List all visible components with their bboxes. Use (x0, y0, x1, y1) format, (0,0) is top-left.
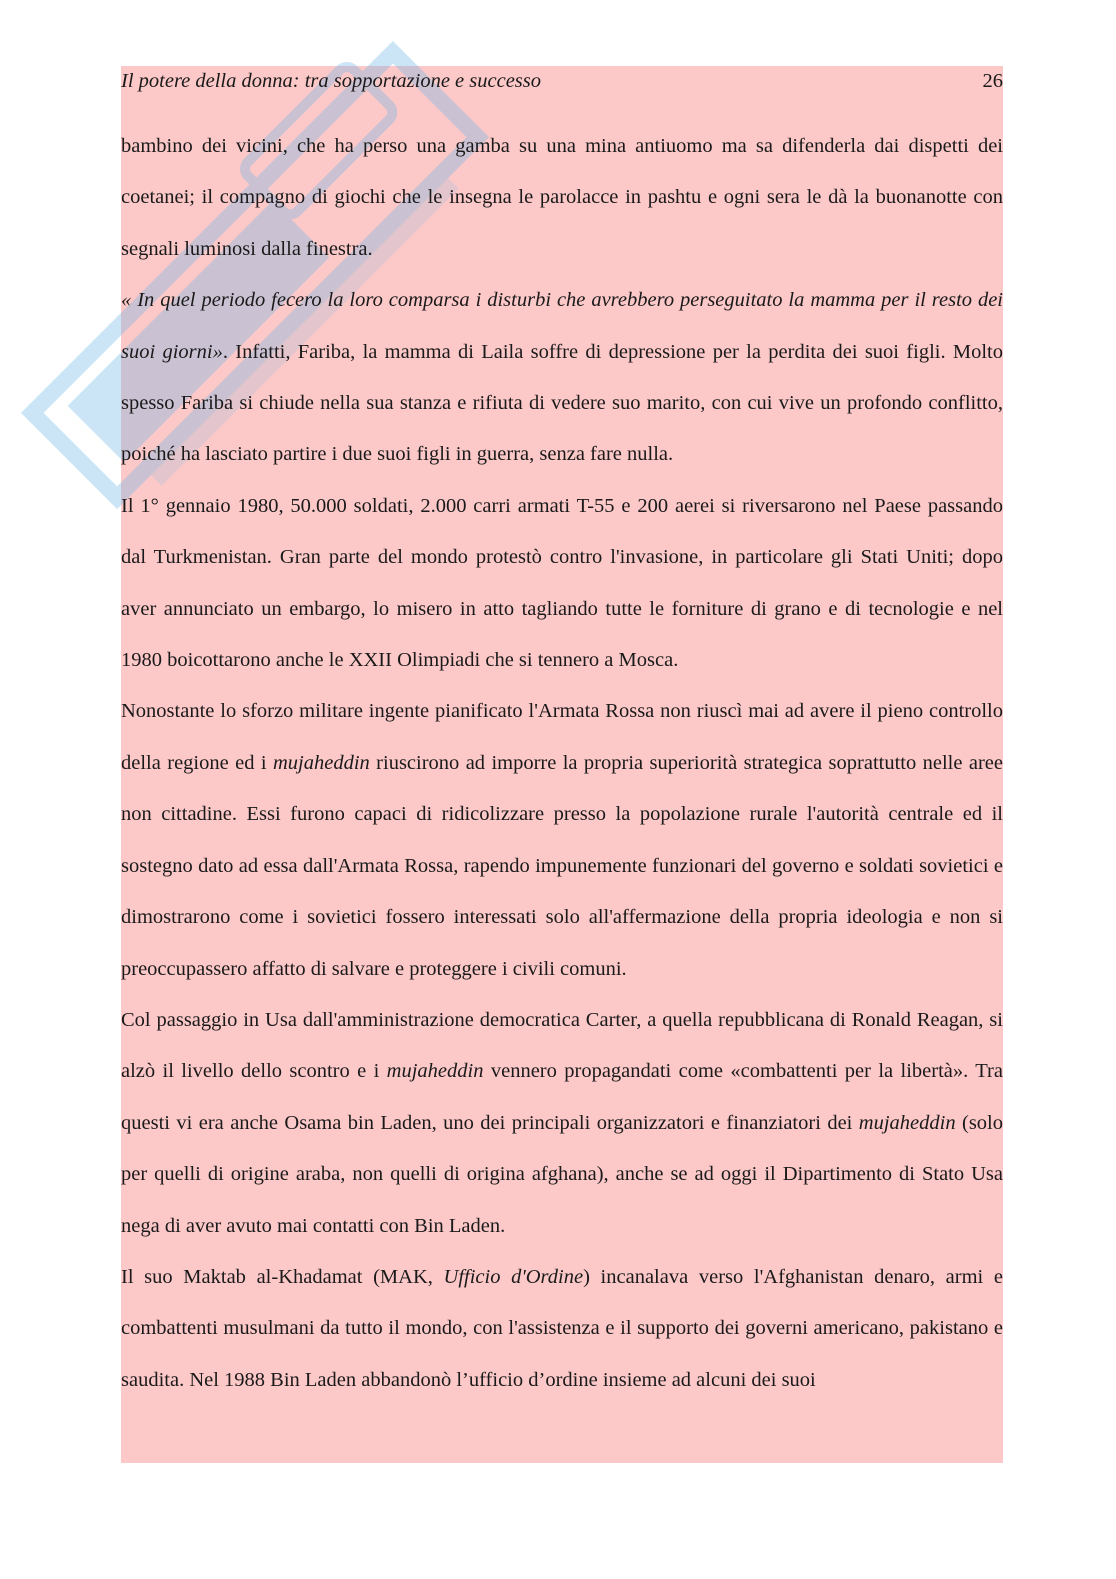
paragraph-4 (121, 686, 1003, 994)
paragraph-1 (121, 121, 1003, 275)
page-number: 26 (982, 70, 1003, 92)
paragraph-3 (121, 481, 1003, 687)
paragraph-1-text: bambino dei vicini, che ha perso una gamba su una mina antiuomo ma sa difenderla dai dispetti dei coetanei; il compagno di giochi che le insegna le parolacce in pashtu e ogni sera le dà la buonanotte con segnali luminosi dalla finestra. (121, 135, 1003, 260)
running-header-title: Il potere della donna: tra sopportazione e successo (121, 70, 541, 92)
quotation: « In quel periodo fecero la loro comparsa i disturbi che avrebbero perseguitato la mamma per il resto dei suoi giorni» (121, 289, 1003, 363)
italic-term: mujaheddin (386, 1060, 484, 1083)
paragraph-6-text-a: Il suo Maktab al-Khadamat (MAK, (121, 1265, 444, 1288)
paragraph-6-text-b: ) incanalava verso l'Afghanistan denaro, armi e combattenti musulmani da tutto il mondo, con l'assistenza e il supporto dei governi americano, pakistano e saudita. Nel 1988 Bin Laden abbandonò l’ufficio d’ordine insieme ad alcuni dei suoi (121, 1265, 1003, 1391)
paragraph-5-text-b: vennero propagandati come «combattenti per la libertà». Tra questi vi era anche Osama bin Laden, uno dei principali organizzatori e finanziatori dei (121, 1060, 1003, 1134)
italic-term: mujaheddin (858, 1111, 956, 1134)
italic-term: Ufficio d'Ordine (443, 1265, 584, 1288)
paragraph-5 (121, 995, 1003, 1252)
paragraph-5-text-c: (solo per quelli di origine araba, non quelli di origina afghana), anche se ad oggi il Dipartimento di Stato Usa nega di aver avuto mai contatti con Bin Laden. (121, 1111, 1003, 1237)
page-header (121, 66, 1003, 96)
paragraph-3-text: Il 1° gennaio 1980, 50.000 soldati, 2.000 carri armati T-55 e 200 aerei si riversarono nel Paese passando dal Turkmenistan. Gran parte del mondo protestò contro l'invasione, in particolare gli Stati Uniti; dopo aver annunciato un embargo, lo misero in atto tagliando tutte le forniture di grano e di tecnologie e nel 1980 boicottarono anche le XXII Olimpiadi che si tennero a Mosca. (121, 494, 1003, 672)
paragraph-6 (121, 1252, 1003, 1406)
italic-term: mujaheddin (272, 751, 370, 774)
paragraph-5-text-a: Col passaggio in Usa dall'amministrazione democratica Carter, a quella repubblicana di Ronald Reagan, si alzò il livello dello scontro e i (121, 1008, 1003, 1083)
paragraph-4-text-a: Nonostante lo sforzo militare ingente pianificato l'Armata Rossa non riuscì mai ad avere il pieno controllo della regione ed i (121, 700, 1003, 774)
paragraph-2-text: . Infatti, Fariba, la mamma di Laila soffre di depressione per la perdita dei suoi figli. Molto spesso Fariba si chiude nella sua stanza e rifiuta di vedere suo marito, con cui vive un profondo conflitto, poiché ha lasciato partire i due suoi figli in guerra, senza fare nulla. (121, 340, 1003, 466)
body-text (121, 121, 1003, 1406)
paragraph-2 (121, 275, 1003, 481)
paragraph-4-text-b: riuscirono ad imporre la propria superiorità strategica soprattutto nelle aree non cittadine. Essi furono capaci di ridicolizzare presso la popolazione rurale l'autorità centrale ed il sostegno dato ad essa dall'Armata Rossa, rapendo impunemente funzionari del governo e soldati sovietici e dimostrarono come i sovietici fossero interessati solo all'affermazione della propria ideologia e non si preoccupassero affatto di salvare e proteggere i civili comuni. (121, 751, 1003, 980)
